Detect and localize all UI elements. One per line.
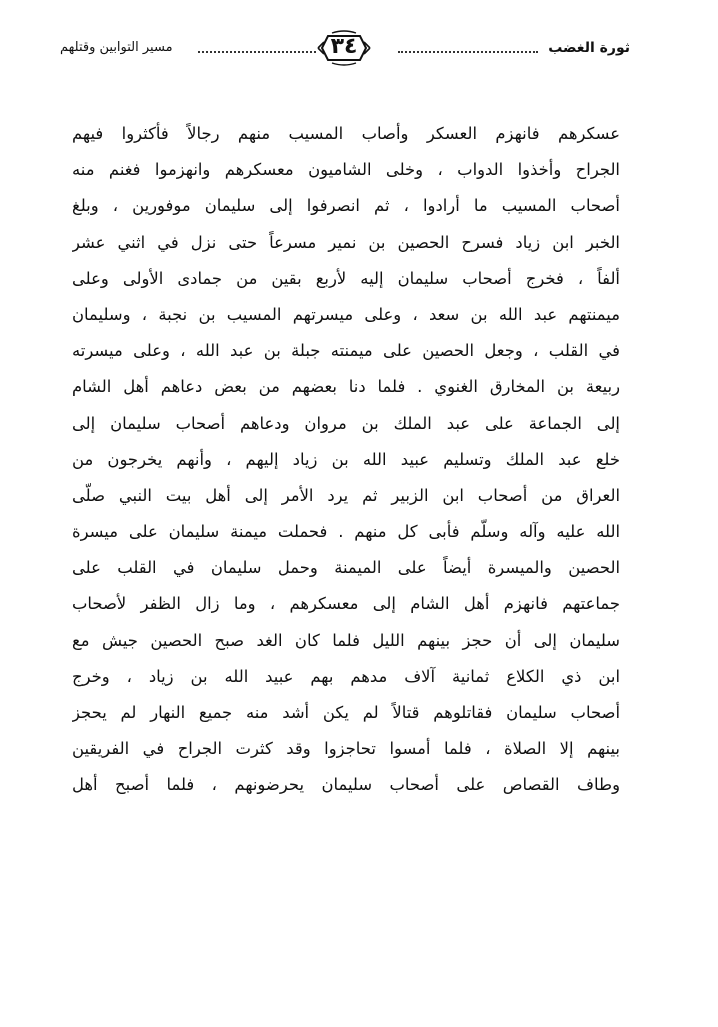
text-line: ألفاً ، فخرج أصحاب سليمان إليه لأربع بقين من جمادى الأولى وعلى [72,268,620,288]
text-line: خلع عبد الملك وتسليم عبيد الله بن زياد إليهم ، وأنهم يخرجون من [72,449,620,469]
text-line: بينهم إلا الصلاة ، فلما أمسوا تحاجزوا وقد كثرت الجراح في الفريقين [72,739,620,759]
page-number-ornament [316,28,372,68]
text-line: الحصين والميسرة أيضاً على الميمنة وحمل سليمان في القلب على [72,558,620,578]
body-text [72,116,620,804]
text-line: وطاف القصاص على أصحاب سليمان يحرضونهم ، فلما أصبح أهل [72,775,620,795]
text-line: إلى الجماعة على عبد الملك بن مروان ودعاهم أصحاب سليمان إلى [72,413,620,433]
chapter-title: مسير التوابين وقتلهم [60,40,173,55]
header-dotted-rule-right [398,51,538,53]
page-number: ٣٤ [330,34,358,59]
text-line: العراق من أصحاب ابن الزبير ثم يرد الأمر إلى أهل بيت النبي صلّى [72,485,620,505]
text-line: سليمان إلى أن حجز بينهم الليل فلما كان الغد صبح الحصين جيش مع [72,630,620,650]
text-line: ميمنتهم عبد الله بن سعد ، وعلى ميسرتهم المسيب بن نجبة ، وسليمان [72,304,620,324]
running-header [60,28,630,68]
header-dotted-rule-left [198,51,316,53]
text-line: أصحاب المسيب ما أرادوا ، ثم انصرفوا إلى سليمان موفورين ، وبلغ [72,196,620,216]
text-line: ابن ذي الكلاع ثمانية آلاف مدهم بهم عبيد الله بن زياد ، وخرج [72,666,620,686]
text-line: أصحاب سليمان فقاتلوهم قتالاً لم يكن أشد منه جميع النهار لم يحجز [72,703,620,722]
text-line: في القلب ، وجعل الحصين على ميمنته جبلة بن عبد الله ، وعلى ميسرته [72,341,620,361]
text-line: عسكرهم فانهزم العسكر وأصاب المسيب منهم رجالاً فأكثروا فيهم [72,124,620,143]
book-title: ثورة الغضب [548,40,630,56]
text-line: الخبر ابن زياد فسرح الحصين بن نمير مسرعاً حتى نزل في اثني عشر [72,232,620,252]
text-line: ربيعة بن المخارق الغنوي . فلما دنا بعضهم من بعض دعاهم أهل الشام [72,377,620,397]
text-line: الله عليه وآله وسلّم فأبى كل منهم . فحملت ميمنة سليمان على ميسرة [72,522,620,542]
text-line: جماعتهم فانهزم أهل الشام إلى معسكرهم ، وما زال الظفر لأصحاب [72,594,620,614]
text-line: الجراح وأخذوا الدواب ، وخلى الشاميون معسكرهم وانهزموا فغنم منه [72,160,620,180]
